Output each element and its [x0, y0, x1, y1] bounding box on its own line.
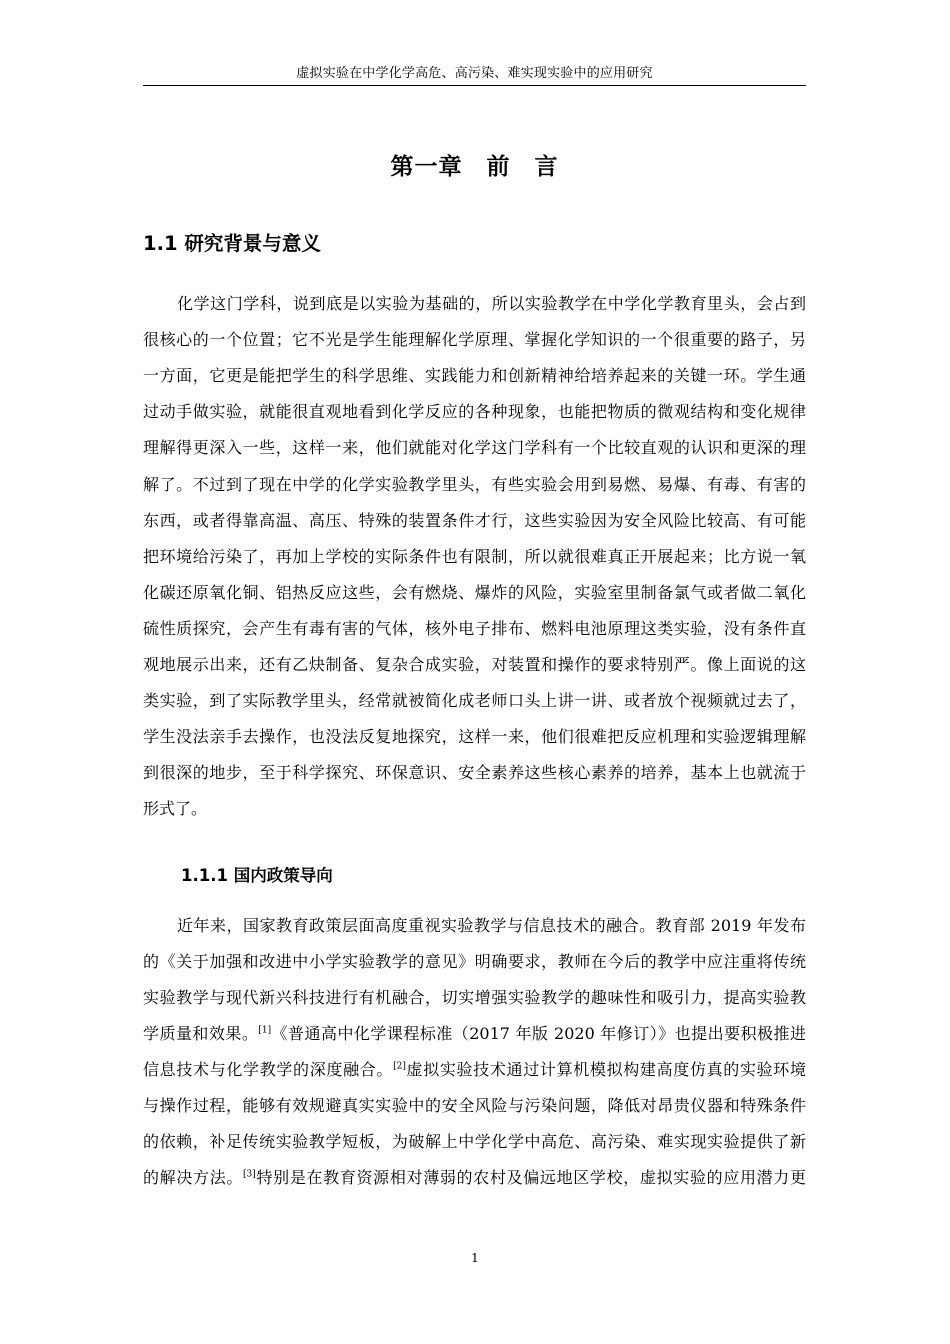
paragraph-line: 理解得更深入一些，这样一来，他们就能对化学这门学科有一个比较直观的认识和更深的理 — [143, 438, 806, 457]
paragraph-line: 实验教学与现代新兴科技进行有机融合，切实增强实验教学的趣味性和吸引力，提高实验教 — [143, 988, 806, 1007]
page-number: 1 — [471, 1251, 479, 1265]
paragraph-line: 的依赖，补足传统实验教学短板，为破解上中学化学中高危、高污染、难实现实验提供了新 — [143, 1132, 806, 1151]
paragraph-line: 一方面，它更是能把学生的科学思维、实践能力和创新精神给培养起来的关键一环。学生通 — [143, 366, 806, 385]
citation-ref[interactable]: [3] — [243, 1169, 256, 1180]
paragraph-line: 把环境给污染了，再加上学校的实际条件也有限制，所以就很难真正开展起来；比方说一氧 — [143, 547, 806, 566]
line-text: 的解决方法。 — [143, 1168, 244, 1187]
running-header-title: 虚拟实验在中学化学高危、高污染、难实现实验中的应用研究 — [296, 66, 653, 81]
line-text: 信息技术与化学教学的深度融合。 — [143, 1060, 394, 1079]
paragraph-line: 的《关于加强和改进中小学实验教学的意见》明确要求，教师在今后的教学中应注重将传统 — [143, 952, 806, 971]
header-divider — [143, 85, 806, 86]
section-heading: 1.1 研究背景与意义 — [143, 232, 321, 255]
paragraph-line: 形式了。 — [143, 799, 208, 818]
line-text: 虚拟实验技术通过计算机模拟构建高度仿真的实验环境 — [405, 1060, 806, 1079]
paragraph-line: 很核心的一个位置；它不光是学生能理解化学原理、掌握化学知识的一个很重要的路子，另 — [143, 330, 806, 349]
paragraph-line: 解了。不过到了现在中学的化学实验教学里头，有些实验会用到易燃、易爆、有毒、有害的 — [143, 475, 806, 494]
line-text: 《普通高中化学课程标准（2017 年版 2020 年修订）》也提出要积极推进 — [271, 1024, 806, 1043]
paragraph-line — [143, 1016, 806, 1052]
citation-ref[interactable]: [2] — [393, 1061, 406, 1072]
paragraph-line: 学生没法亲手去操作，也没法反复地探究，这样一来，他们很难把反应机理和实验逻辑理解 — [143, 727, 806, 746]
paragraph-line: 到很深的地步，至于科学探究、环保意识、安全素养这些核心素养的培养，基本上也就流于 — [143, 763, 806, 782]
paragraph-line: 东西，或者得靠高温、高压、特殊的装置条件才行，这些实验因为安全风险比较高、有可能 — [143, 511, 806, 530]
line-text: 特别是在教育资源相对薄弱的农村及偏远地区学校，虚拟实验的应用潜力更 — [255, 1168, 806, 1187]
subsection-heading: 1.1.1 国内政策导向 — [181, 866, 333, 885]
paragraph-line — [143, 1160, 806, 1196]
paragraph-line: 与操作过程，能够有效规避真实实验中的安全风险与污染问题，降低对昂贵仪器和特殊条件 — [143, 1096, 806, 1115]
paragraph-line: 观地展示出来，还有乙炔制备、复杂合成实验，对装置和操作的要求特别严。像上面说的这 — [143, 655, 806, 674]
paragraph-line: 类实验，到了实际教学里头，经常就被简化成老师口头上讲一讲、或者放个视频就过去了， — [143, 691, 806, 710]
paragraph-line: 硫性质探究，会产生有毒有害的气体，核外电子排布、燃料电池原理这类实验，没有条件直 — [143, 619, 806, 638]
paragraph-line: 化学这门学科，说到底是以实验为基础的，所以实验教学在中学化学教育里头，会占到 — [177, 294, 806, 313]
citation-ref[interactable]: [1] — [258, 1025, 272, 1036]
paragraph-line: 过动手做实验，就能很直观地看到化学反应的各种现象，也能把物质的微观结构和变化规律 — [143, 402, 806, 421]
line-text: 学质量和效果。 — [143, 1024, 259, 1043]
paragraph-line: 化碳还原氧化铜、铝热反应这些，会有燃烧、爆炸的风险，实验室里制备氯气或者做二氧化 — [143, 583, 806, 602]
paragraph-line: 近年来，国家教育政策层面高度重视实验教学与信息技术的融合。教育部 2019 年发布 — [177, 916, 806, 935]
paragraph-line — [143, 1052, 806, 1088]
chapter-title: 第一章 前 言 — [390, 154, 559, 180]
